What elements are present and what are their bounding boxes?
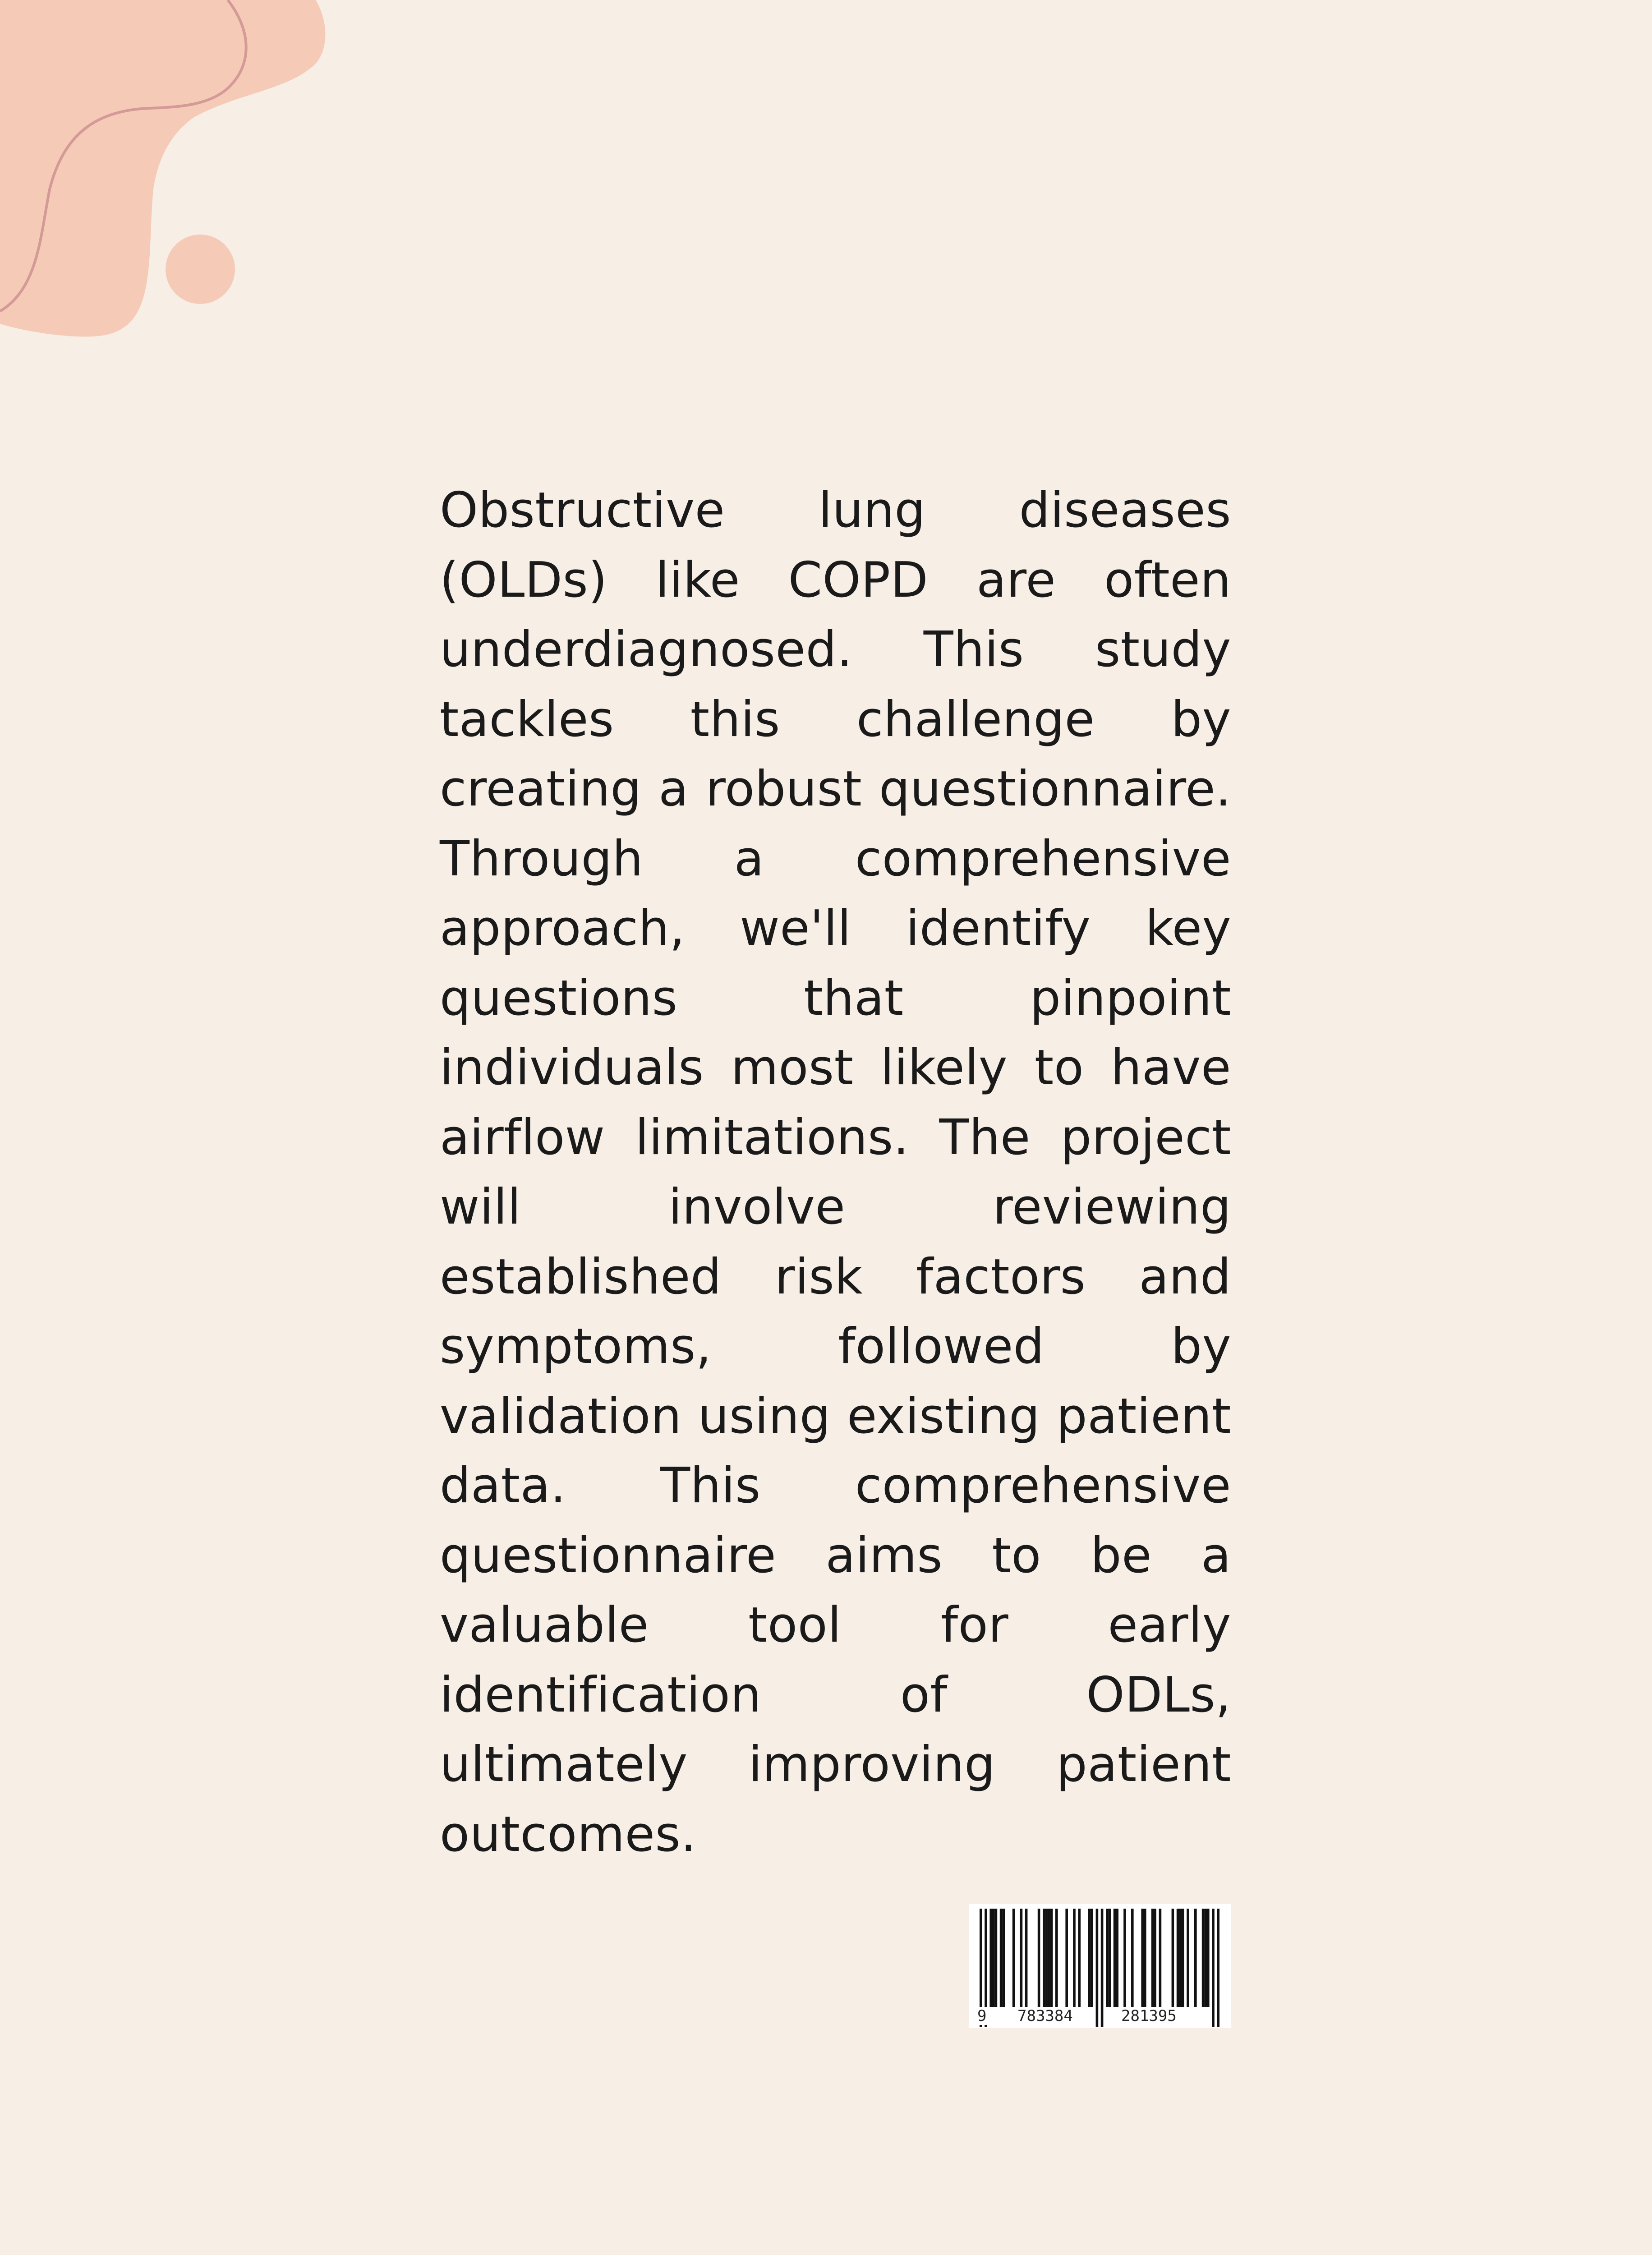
barcode-bar bbox=[1116, 1909, 1118, 2007]
blob-shape bbox=[0, 0, 325, 337]
barcode-bar bbox=[1182, 1909, 1184, 2007]
barcode-bar bbox=[1154, 1909, 1156, 2007]
barcode-bar bbox=[992, 1909, 995, 2007]
barcode-bar bbox=[1202, 1909, 1205, 2007]
barcode-bar bbox=[1106, 1909, 1109, 2007]
decorative-blob bbox=[0, 0, 343, 343]
barcode-bar bbox=[1055, 1909, 1058, 2007]
barcode-bar bbox=[1002, 1909, 1005, 2007]
barcode-bar bbox=[1043, 1909, 1045, 2007]
barcode-bar bbox=[1204, 1909, 1207, 2007]
barcode-bar bbox=[1177, 1909, 1179, 2007]
barcode-bar bbox=[1045, 1909, 1048, 2007]
barcode-bar bbox=[1065, 1909, 1068, 2007]
barcode-left-digits: 783384 bbox=[1016, 2007, 1074, 2025]
barcode-bar bbox=[1194, 1909, 1197, 2007]
blob-dot bbox=[166, 235, 235, 304]
barcode-bar bbox=[1020, 1909, 1023, 2007]
barcode-lead-digit: 9 bbox=[976, 2007, 988, 2025]
barcode-bar bbox=[1038, 1909, 1040, 2007]
barcode-bar bbox=[1123, 1909, 1126, 2007]
barcode-bar bbox=[1025, 1909, 1028, 2007]
isbn-barcode bbox=[969, 1904, 1231, 2028]
barcode-bar bbox=[1012, 1909, 1015, 2007]
barcode-bar bbox=[1151, 1909, 1154, 2007]
barcode-bar bbox=[1050, 1909, 1053, 2007]
barcode-bar bbox=[1000, 1909, 1003, 2007]
barcode-bar bbox=[1078, 1909, 1081, 2007]
barcode-bar bbox=[1091, 1909, 1093, 2007]
barcode-bar bbox=[995, 1909, 998, 2007]
barcode-bar bbox=[1048, 1909, 1050, 2007]
barcode-bar bbox=[1159, 1909, 1162, 2007]
barcode-bar bbox=[1088, 1909, 1091, 2007]
barcode-bar bbox=[989, 1909, 992, 2007]
barcode-bar bbox=[1109, 1909, 1111, 2007]
barcode-bar bbox=[1187, 1909, 1189, 2007]
barcode-right-digits: 281395 bbox=[1120, 2007, 1178, 2025]
barcode-bar bbox=[1144, 1909, 1146, 2007]
barcode-digits bbox=[969, 2007, 1231, 2025]
barcode-bar bbox=[1073, 1909, 1076, 2007]
barcode-bar bbox=[1114, 1909, 1116, 2007]
barcode-bar bbox=[1207, 1909, 1210, 2007]
barcode-bar bbox=[1131, 1909, 1134, 2007]
back-cover-blurb: Obstructive lung diseases (OLDs) like COPD are often underdiagnosed. This study tackles this challenge by creating a robust questionnaire. Through a comprehensive approach, we'll identify key questions that pinpoint individuals most likely to have airflow limitations. The project will involve reviewing established risk factors and symptoms, followed by validation using existing patient data. This comprehensive questionnaire aims to be a valuable tool for early identification of ODLs, ultimately improving patient outcomes. bbox=[440, 482, 1231, 1863]
barcode-bar bbox=[1141, 1909, 1144, 2007]
barcode-bar bbox=[1172, 1909, 1174, 2007]
barcode-bar bbox=[1179, 1909, 1182, 2007]
